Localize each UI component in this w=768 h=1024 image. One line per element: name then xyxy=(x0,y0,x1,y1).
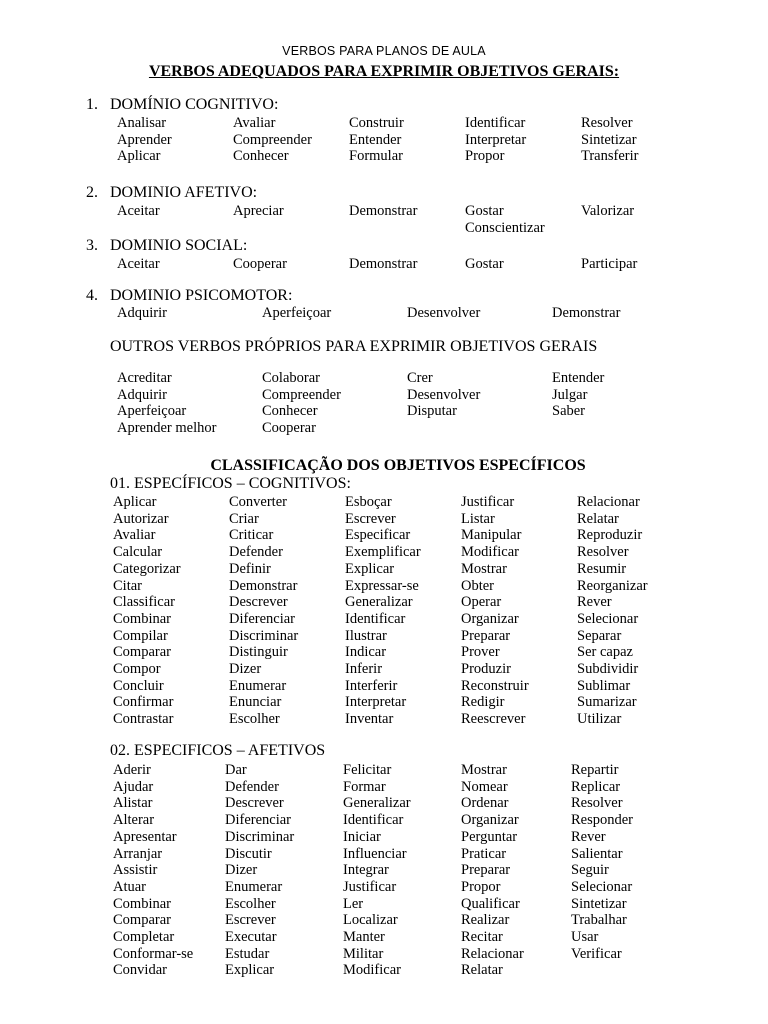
verb-item: Enunciar xyxy=(229,694,282,711)
verb-item: Convidar xyxy=(113,962,167,979)
verb-item: Expressar-se xyxy=(345,577,419,594)
verb-item: Listar xyxy=(461,510,495,527)
verb-item: Modificar xyxy=(461,544,519,561)
section-number: 2. xyxy=(86,184,98,201)
verb-item: Obter xyxy=(461,577,495,594)
verb-item: Compilar xyxy=(113,627,168,644)
section-heading-cognitivo xyxy=(86,96,278,114)
verb-item: Reproduzir xyxy=(577,527,643,544)
verb-item: Resolver xyxy=(581,115,633,131)
verb-item: Discriminar xyxy=(225,828,295,845)
verb-item: Avaliar xyxy=(233,115,276,131)
verb-item: Aceitar xyxy=(117,256,160,272)
verb-item: Demonstrar xyxy=(229,577,298,594)
section-title: DOMINIO SOCIAL: xyxy=(110,237,248,254)
verb-item: Ilustrar xyxy=(345,627,387,644)
verb-item: Justificar xyxy=(343,878,397,895)
verb-item: Influenciar xyxy=(343,845,407,862)
section-title: DOMÍNIO COGNITIVO: xyxy=(110,96,279,113)
verb-item: Aplicar xyxy=(113,494,157,510)
verb-item: Sumarizar xyxy=(577,694,637,711)
verb-item: Separar xyxy=(577,627,622,644)
verb-item: Combinar xyxy=(113,895,171,912)
verb-item: Especificar xyxy=(345,527,411,544)
verb-item: Discriminar xyxy=(229,627,299,644)
verb-item: Executar xyxy=(225,929,277,946)
verb-item: Preparar xyxy=(461,862,511,879)
verb-item: Analisar xyxy=(117,115,167,131)
classificacao-heading: CLASSIFICAÇÃO DOS OBJETIVOS ESPECÍFICOS xyxy=(210,457,586,474)
verb-item: Redigir xyxy=(461,694,505,711)
verb-item: Explicar xyxy=(225,962,275,979)
verb-item: Desenvolver xyxy=(407,305,481,321)
verb-item: Definir xyxy=(229,560,271,577)
verb-grid-cognitivo xyxy=(117,115,681,165)
verb-item: Resolver xyxy=(571,795,623,812)
verb-item: Organizar xyxy=(461,812,519,829)
outros-verbos-heading: OUTROS VERBOS PRÓPRIOS PARA EXPRIMIR OBJETIVOS GERAIS xyxy=(110,338,598,355)
verb-item: Assistir xyxy=(113,862,158,879)
verb-item: Apreciar xyxy=(233,203,284,219)
verb-item: Produzir xyxy=(461,661,511,678)
verb-item: Completar xyxy=(113,929,175,946)
section-number: 4. xyxy=(86,287,98,304)
verb-item: Nomear xyxy=(461,778,508,795)
verb-item: Conhecer xyxy=(233,148,289,165)
verb-item: Entender xyxy=(552,370,605,386)
verb-item: Saber xyxy=(552,403,586,420)
verb-item: Defender xyxy=(225,778,279,795)
verb-item: Compor xyxy=(113,661,161,678)
verb-item: Generalizar xyxy=(345,594,413,611)
verb-item: Descrever xyxy=(225,795,284,812)
section-title: DOMINIO PSICOMOTOR: xyxy=(110,287,293,304)
verb-item: Identificar xyxy=(343,812,404,829)
verb-item: Repartir xyxy=(571,762,619,778)
verb-item: Adquirir xyxy=(117,386,167,403)
verb-item: Aderir xyxy=(113,762,151,778)
verb-item: Qualificar xyxy=(461,895,520,912)
verb-item: Alterar xyxy=(113,812,155,829)
verb-item: Usar xyxy=(571,929,599,946)
verb-item: Criar xyxy=(229,510,259,527)
verb-item: Reconstruir xyxy=(461,677,529,694)
verb-item: Manipular xyxy=(461,527,522,544)
verb-item: Trabalhar xyxy=(571,912,627,929)
verb-item: Converter xyxy=(229,494,287,510)
verb-item: Escrever xyxy=(225,912,276,929)
section-title: DOMINIO AFETIVO: xyxy=(110,184,258,201)
verb-item: Aprender melhor xyxy=(117,420,217,437)
verb-item: Mostrar xyxy=(461,560,507,577)
verb-item: Selecionar xyxy=(571,878,633,895)
verb-item: Gostar xyxy=(465,203,504,219)
verb-item: Cooperar xyxy=(262,420,316,437)
verb-item: Arranjar xyxy=(113,845,163,862)
verb-item: Felicitar xyxy=(343,762,392,778)
verb-item: Compreender xyxy=(262,386,341,403)
verb-item: Sublimar xyxy=(577,677,631,694)
verb-item: Crer xyxy=(407,370,433,386)
verb-item: Verificar xyxy=(571,945,622,962)
verb-item: Salientar xyxy=(571,845,623,862)
verb-item: Criticar xyxy=(229,527,274,544)
verb-item: Resumir xyxy=(577,560,627,577)
verb-item: Interpretar xyxy=(345,694,407,711)
section-heading-afetivo xyxy=(86,184,257,202)
verb-item: Responder xyxy=(571,812,634,829)
verb-item: Rever xyxy=(577,594,612,611)
verb-item: Ordenar xyxy=(461,795,509,812)
verb-item: Atuar xyxy=(113,878,147,895)
verb-grid-psicomotor xyxy=(117,305,652,322)
section-number: 3. xyxy=(86,237,98,254)
verb-item: Explicar xyxy=(345,560,395,577)
verb-item: Ler xyxy=(343,895,364,912)
verb-item: Formular xyxy=(349,148,403,165)
verb-grid-afetivo xyxy=(117,203,681,220)
verb-item: Conformar-se xyxy=(113,945,194,962)
verb-item: Escrever xyxy=(345,510,396,527)
verb-item: Participar xyxy=(581,256,638,272)
verb-item: Gostar xyxy=(465,256,504,272)
verb-item xyxy=(571,962,671,979)
verb-item: Seguir xyxy=(571,862,609,879)
verb-item: Disputar xyxy=(407,403,457,420)
verb-item: Dar xyxy=(225,762,247,778)
verb-item: Colaborar xyxy=(262,370,320,386)
verb-item: Sintetizar xyxy=(581,131,637,148)
verb-item: Cooperar xyxy=(233,256,287,272)
verb-item: Avaliar xyxy=(113,527,156,544)
verb-item: Aperfeiçoar xyxy=(262,305,332,321)
verb-item: Prover xyxy=(461,644,500,661)
main-title: VERBOS ADEQUADOS PARA EXPRIMIR OBJETIVOS GERAIS: xyxy=(148,63,620,80)
verb-item: Compreender xyxy=(233,131,312,148)
verb-extra-afetivo xyxy=(465,220,545,237)
verb-item: Integrar xyxy=(343,862,389,879)
verb-item: Ser capaz xyxy=(577,644,633,661)
verb-item: Interpretar xyxy=(465,131,527,148)
verb-item: Alistar xyxy=(113,795,153,812)
verb-item: Concluir xyxy=(113,677,164,694)
verb-item: Resolver xyxy=(577,544,629,561)
verb-item: Apresentar xyxy=(113,828,177,845)
verb-item: Estudar xyxy=(225,945,270,962)
verb-item: Formar xyxy=(343,778,386,795)
verb-item: Enumerar xyxy=(229,677,287,694)
verb-item: Enumerar xyxy=(225,878,283,895)
verb-item: Aplicar xyxy=(117,148,161,165)
verb-item: Organizar xyxy=(461,610,519,627)
verb-item: Classificar xyxy=(113,594,176,611)
verb-item: Relacionar xyxy=(577,494,640,510)
verb-item: Aprender xyxy=(117,131,172,148)
verb-item: Propor xyxy=(465,148,505,165)
verb-item: Modificar xyxy=(343,962,401,979)
verb-item: Discutir xyxy=(225,845,272,862)
verb-item: Diferenciar xyxy=(225,812,292,829)
verb-item: Ajudar xyxy=(113,778,154,795)
verb-item: Autorizar xyxy=(113,510,169,527)
verb-item: Transferir xyxy=(581,148,639,165)
verb-item: Indicar xyxy=(345,644,387,661)
verb-item: Perguntar xyxy=(461,828,518,845)
verb-item: Militar xyxy=(343,945,384,962)
verb-item: Citar xyxy=(113,577,142,594)
verb-item: Julgar xyxy=(552,386,588,403)
verb-item: Realizar xyxy=(461,912,510,929)
verb-item: Recitar xyxy=(461,929,503,946)
verb-item: Dizer xyxy=(225,862,258,879)
verb-item: Desenvolver xyxy=(407,386,481,403)
section-heading-social xyxy=(86,237,247,255)
section-number: 1. xyxy=(86,96,98,113)
verb-item: Demonstrar xyxy=(349,256,418,272)
verb-item: Confirmar xyxy=(113,694,174,711)
verb-item: Selecionar xyxy=(577,610,639,627)
verb-item: Defender xyxy=(229,544,283,561)
especificos-afetivos-heading: 02. ESPECIFICOS – AFETIVOS xyxy=(110,742,326,759)
especificos-cognitivos-heading: 01. ESPECÍFICOS – COGNITIVOS: xyxy=(110,475,351,492)
verb-item: Aperfeiçoar xyxy=(117,403,187,420)
verb-item: Propor xyxy=(461,878,501,895)
verb-item: Descrever xyxy=(229,594,288,611)
verb-item: Entender xyxy=(349,131,402,148)
verb-item: Praticar xyxy=(461,845,507,862)
verb-item: Acreditar xyxy=(117,370,172,386)
verb-item: Diferenciar xyxy=(229,610,296,627)
verb-item: Relatar xyxy=(577,510,619,527)
verb-grid-outros xyxy=(117,370,652,437)
verb-item: Replicar xyxy=(571,778,621,795)
verb-item: Construir xyxy=(349,115,404,131)
verb-item: Categorizar xyxy=(113,560,181,577)
verb-item: Preparar xyxy=(461,627,511,644)
verb-item: Identificar xyxy=(465,115,526,131)
verb-item: Combinar xyxy=(113,610,171,627)
document-title: VERBOS PARA PLANOS DE AULA xyxy=(282,44,486,58)
verb-item: Utilizar xyxy=(577,711,622,728)
verb-item: Reorganizar xyxy=(577,577,648,594)
verb-item: Demonstrar xyxy=(349,203,418,219)
verb-item xyxy=(407,420,552,437)
verb-item: Contrastar xyxy=(113,711,174,728)
verb-item: Localizar xyxy=(343,912,398,929)
verb-item: Subdividir xyxy=(577,661,639,678)
verb-grid-especificos-cognitivos xyxy=(113,494,677,728)
verb-item: Escolher xyxy=(225,895,276,912)
verb-item: Sintetizar xyxy=(571,895,627,912)
verb-item: Generalizar xyxy=(343,795,411,812)
verb-item: Iniciar xyxy=(343,828,381,845)
verb-item: Manter xyxy=(343,929,385,946)
verb-item: Relatar xyxy=(461,962,503,979)
verb-item: Inferir xyxy=(345,661,383,678)
verb-grid-social xyxy=(117,256,681,273)
verb-item: Comparar xyxy=(113,644,171,661)
verb-item: Inventar xyxy=(345,711,394,728)
verb-item: Aceitar xyxy=(117,203,160,219)
verb-item: Operar xyxy=(461,594,502,611)
verb-item: Rever xyxy=(571,828,606,845)
verb-item: Relacionar xyxy=(461,945,524,962)
verb-item: Mostrar xyxy=(461,762,507,778)
verb-item: Exemplificar xyxy=(345,544,421,561)
verb-item: Reescrever xyxy=(461,711,526,728)
verb-item: Comparar xyxy=(113,912,171,929)
verb-item: Calcular xyxy=(113,544,163,561)
verb-item xyxy=(552,420,652,437)
verb-item: Distinguir xyxy=(229,644,288,661)
verb-item: Identificar xyxy=(345,610,406,627)
verb-item: Conscientizar xyxy=(465,220,545,236)
verb-item: Demonstrar xyxy=(552,305,621,321)
verb-item: Valorizar xyxy=(581,203,635,219)
verb-item: Adquirir xyxy=(117,305,167,321)
verb-item: Interferir xyxy=(345,677,398,694)
section-heading-psicomotor xyxy=(86,287,292,305)
verb-grid-especificos-afetivos xyxy=(113,762,671,979)
verb-item: Conhecer xyxy=(262,403,318,420)
verb-item: Esboçar xyxy=(345,494,392,510)
verb-item: Justificar xyxy=(461,494,515,510)
verb-item: Escolher xyxy=(229,711,280,728)
verb-item: Dizer xyxy=(229,661,262,678)
